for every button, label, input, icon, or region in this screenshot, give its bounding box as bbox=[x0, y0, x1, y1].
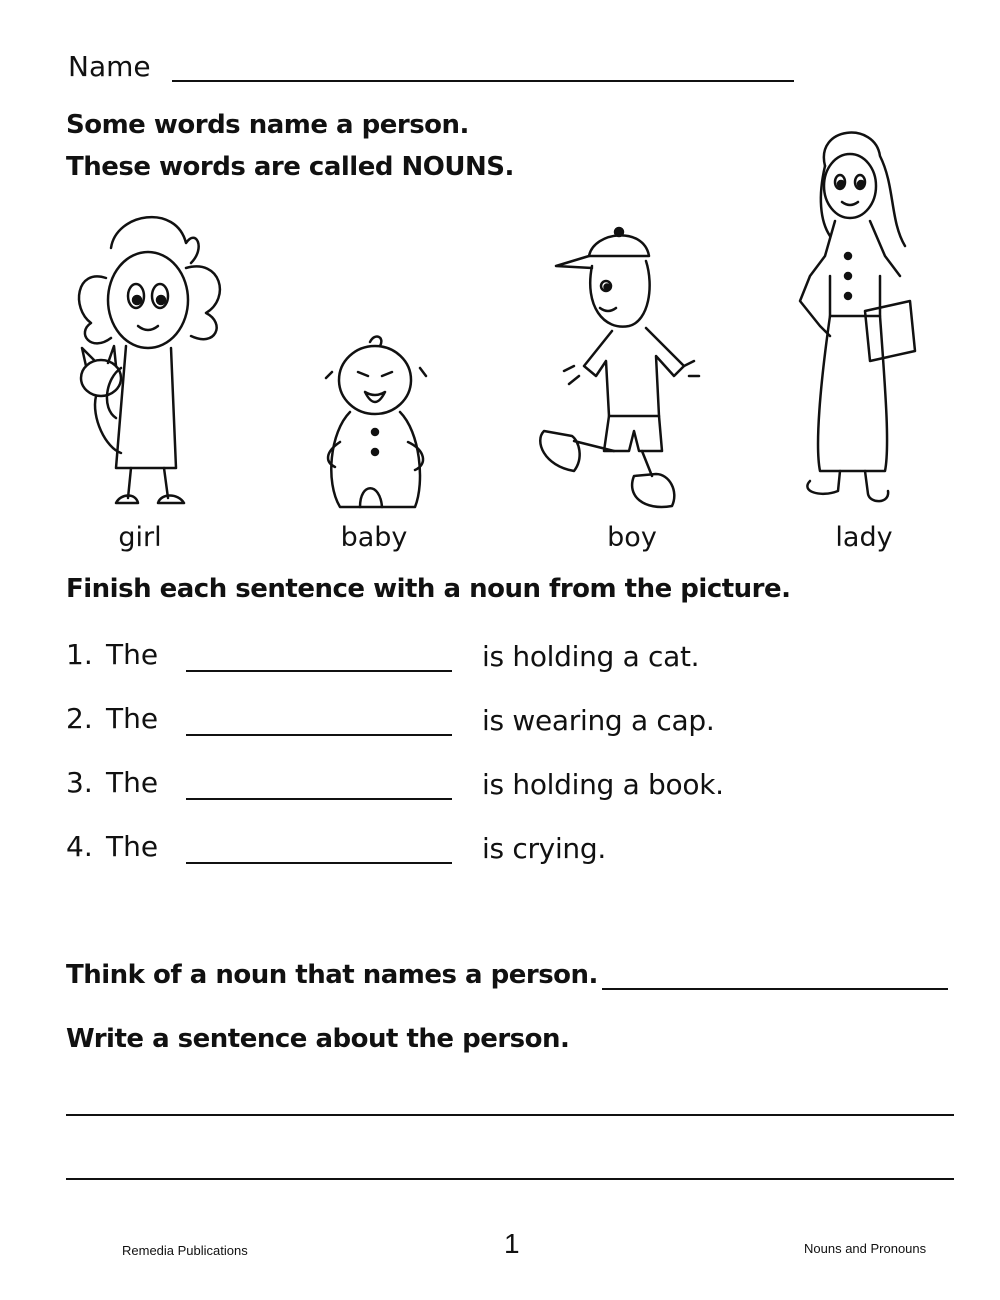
baby-illustration bbox=[320, 332, 430, 526]
footer-publisher: Remedia Publications bbox=[122, 1243, 248, 1258]
lady-illustration bbox=[790, 126, 920, 520]
sentence-end: is wearing a cap. bbox=[482, 704, 715, 737]
sentence-end: is holding a cat. bbox=[482, 640, 700, 673]
think-prompt: Think of a noun that names a person. bbox=[66, 960, 598, 990]
sentence-start: The bbox=[106, 766, 159, 799]
sentence-blank[interactable] bbox=[186, 798, 452, 800]
noun-answer-line[interactable] bbox=[602, 988, 948, 990]
sentence-row bbox=[66, 830, 966, 870]
footer-title: Nouns and Pronouns bbox=[804, 1241, 927, 1256]
sentence-answer-line[interactable] bbox=[66, 1178, 954, 1180]
page-number: 1 bbox=[504, 1228, 520, 1259]
baby-label: baby bbox=[340, 522, 408, 553]
sentence-blank[interactable] bbox=[186, 862, 452, 864]
instructions: Finish each sentence with a noun from the picture. bbox=[66, 574, 791, 604]
sentence-start: The bbox=[106, 638, 159, 671]
girl-label: girl bbox=[118, 522, 162, 553]
sentence-blank[interactable] bbox=[186, 670, 452, 672]
sentence-number: 4. bbox=[66, 830, 93, 863]
sentence-row bbox=[66, 766, 966, 806]
write-prompt: Write a sentence about the person. bbox=[66, 1024, 570, 1054]
lady-label: lady bbox=[835, 522, 893, 553]
name-input-line[interactable] bbox=[172, 80, 794, 82]
boy-illustration bbox=[534, 226, 704, 520]
sentence-number: 3. bbox=[66, 766, 93, 799]
sentence-blank[interactable] bbox=[186, 734, 452, 736]
boy-label: boy bbox=[607, 522, 657, 553]
sentence-number: 1. bbox=[66, 638, 93, 671]
sentence-answer-line[interactable] bbox=[66, 1114, 954, 1116]
sentence-row bbox=[66, 638, 966, 678]
intro-line-1: Some words name a person. bbox=[66, 110, 469, 140]
girl-illustration bbox=[66, 208, 236, 522]
sentence-end: is crying. bbox=[482, 832, 606, 865]
name-label: Name bbox=[68, 50, 151, 83]
sentence-number: 2. bbox=[66, 702, 93, 735]
intro-line-2: These words are called NOUNS. bbox=[66, 152, 514, 182]
sentence-end: is holding a book. bbox=[482, 768, 724, 801]
sentence-row bbox=[66, 702, 966, 742]
sentence-start: The bbox=[106, 830, 159, 863]
sentence-start: The bbox=[106, 702, 159, 735]
